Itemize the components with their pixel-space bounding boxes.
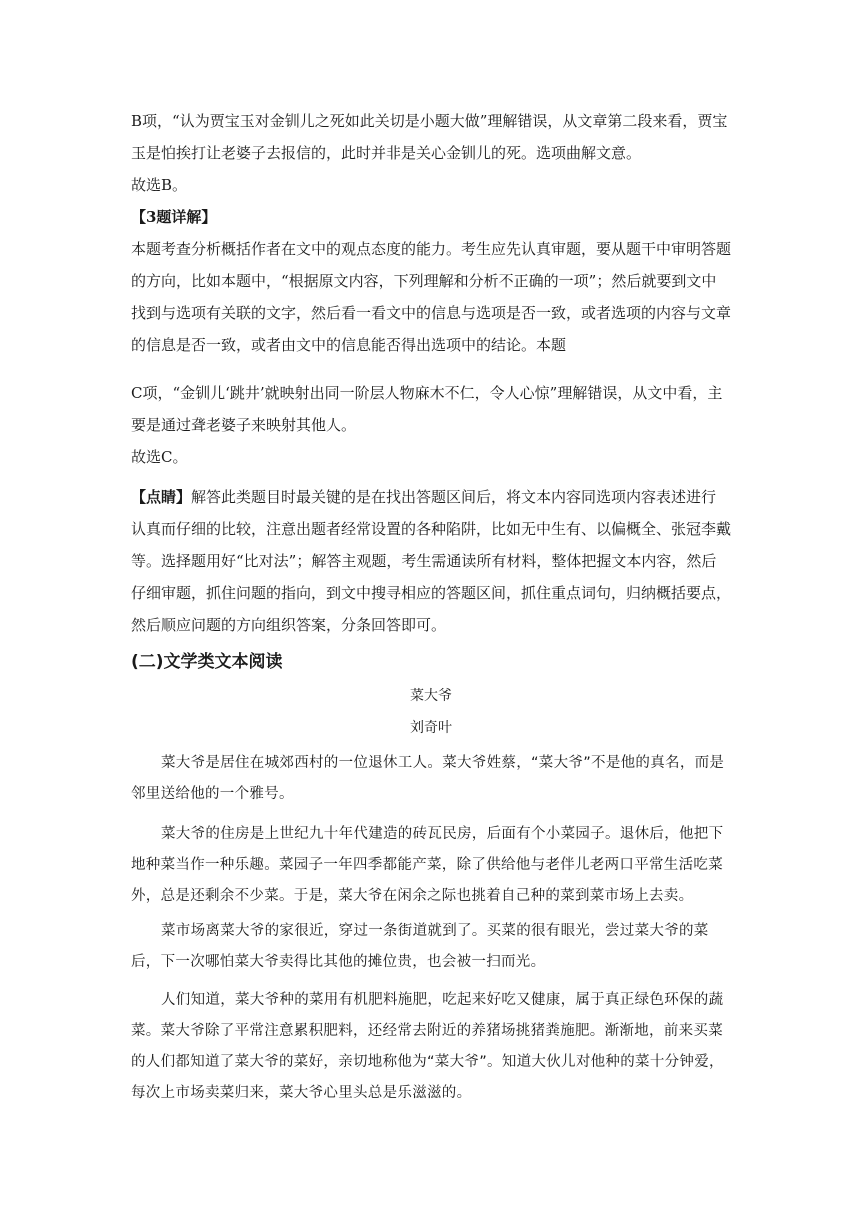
story-title: 菜大爷 [410,688,452,704]
q3-answer-choice: 故选C。 [131,448,188,466]
story-paragraph: 菜大爷是居住在城郊西村的一位退休工人。菜大爷姓蔡，“菜大爷”不是他的真名，而是邻里送给他的一个雅号。 [131,755,725,802]
story-paragraph: 人们知道，菜大爷种的菜用有机肥料施肥，吃起来好吃又健康，属于真正绿色环保的蔬菜。菜大爷除了平常注意累积肥料，还经常去附近的养猪场挑猪粪施肥。渐渐地，前来买菜的人们都知道了菜大爷的菜好，亲切地称他为“菜大爷”。知道大伙儿对他种的菜十分钟爱，每次上市场卖菜归来，菜大爷心里头总是乐滋滋的。 [131,992,724,1101]
q2-answer-choice: 故选B。 [131,176,188,194]
q2-option-b-analysis: B项，“认为贾宝玉对金钏儿之死如此关切是小题大做”理解错误，从文章第二段来看，贾宝玉是怕挨打让老婆子去报信的，此时并非是关心金钏儿的死。选项曲解文意。 [131,112,728,162]
q3-option-c-analysis: C项，“金钏儿‘跳井’就映射出同一阶层人物麻木不仁，令人心惊”理解错误，从文中看，主要是通过聋老婆子来映射其他人。 [131,384,723,434]
story-paragraph: 菜市场离菜大爷的家很近，穿过一条街道就到了。买菜的很有眼光，尝过菜大爷的菜后，下一次哪怕菜大爷卖得比其他的摊位贵，也会被一扫而光。 [131,923,709,970]
story-paragraph: 菜大爷的住房是上世纪九十年代建造的砖瓦民房，后面有个小菜园子。退休后，他把下地种菜当作一种乐趣。菜园子一年四季都能产菜，除了供给他与老伴儿老两口平常生活吃菜外，总是还剩余不少菜。于是，菜大爷在闲余之际也挑着自己种的菜到菜市场上去卖。 [131,826,724,904]
q3-intro-analysis: 本题考查分析概括作者在文中的观点态度的能力。考生应先认真审题，要从题干中审明答题的方向，比如本题中，“根据原文内容，下列理解和分析不正确的一项”；然后就要到文中找到与选项有关联的文字，然后看一看文中的信息与选项是否一致，或者选项的内容与文章的信息是否一致，或者由文中的信息能否得出选项中的结论。本题 [131,240,732,354]
story-author: 刘奇叶 [410,720,452,736]
q3-detail-heading: 【3题详解】 [131,208,217,226]
section-heading: (二)文学类文本阅读 [131,652,283,672]
tip-text: 解答此类题目时最关键的是在找出答题区间后，将文本内容同选项内容表述进行认真而仔细的比较，注意出题者经常设置的各种陷阱，比如无中生有、以偏概全、张冠李戴等。选择题用好“比对法”；解答主观题，考生需通读所有材料，整体把握文本内容，然后仔细审题，抓住问题的指向，到文中搜寻相应的答题区间，抓住重点词句，归纳概括要点，然后顺应问题的方向组织答案，分条回答即可。 [131,488,732,634]
tip-label: 【点睛】 [131,488,192,506]
tip-paragraph [131,481,731,641]
